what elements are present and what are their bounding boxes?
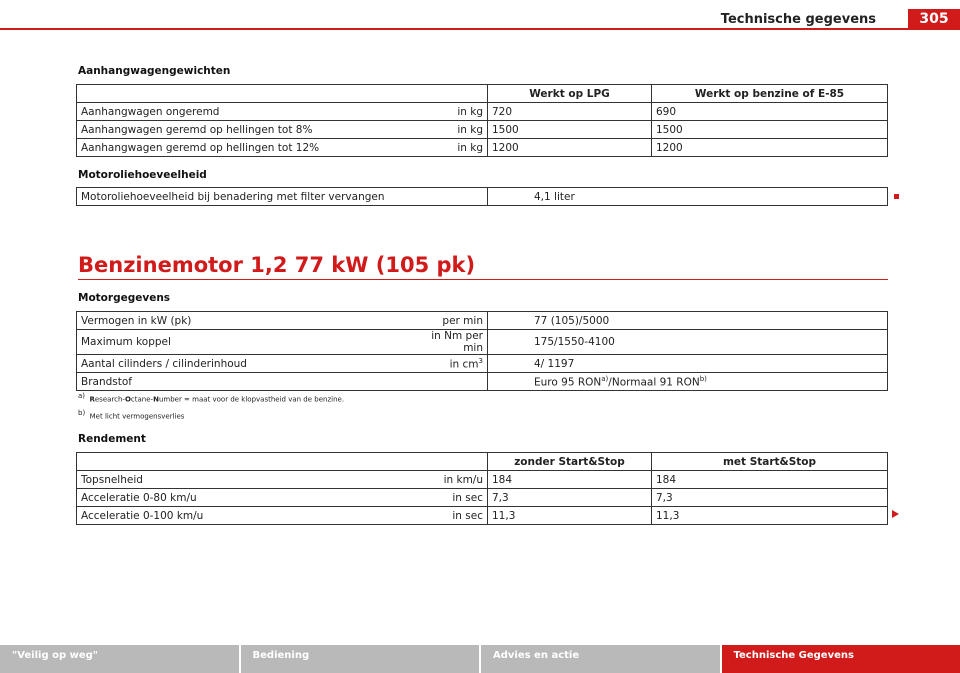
cell-value: 11,3 xyxy=(652,507,888,525)
fn-text: Met licht vermogensverlies xyxy=(89,412,185,421)
row-unit: in Nm per min xyxy=(409,330,488,355)
performance-table xyxy=(76,452,888,525)
row-unit: in kg xyxy=(409,121,488,139)
fuel-a: Euro 95 RON xyxy=(534,376,602,389)
row-label: Brandstof xyxy=(77,373,410,391)
row-unit: in kg xyxy=(409,139,488,157)
trailer-table xyxy=(76,84,888,157)
cell-value: 4/ 1197 xyxy=(488,355,888,373)
footer-nav xyxy=(0,645,960,673)
table-row xyxy=(77,139,888,157)
row-label: Topsnelheid xyxy=(77,471,410,489)
row-unit xyxy=(409,355,488,373)
column-header: Werkt op LPG xyxy=(488,85,652,103)
cell-value: 1500 xyxy=(488,121,652,139)
row-label: Motoroliehoeveelheid bij benadering met filter vervangen xyxy=(77,188,488,206)
page-number: 305 xyxy=(908,9,960,29)
row-unit: in kg xyxy=(409,103,488,121)
engine-title: Benzinemotor 1,2 77 kW (105 pk) xyxy=(78,253,476,277)
empty-header-cell xyxy=(77,453,488,471)
footnote-mark: b) xyxy=(78,409,86,417)
fn-text: umber = maat voor de klopvastheid van de benzine. xyxy=(158,395,345,404)
table-row xyxy=(77,489,888,507)
row-label: Acceleratie 0-80 km/u xyxy=(77,489,410,507)
cell-value: 1200 xyxy=(488,139,652,157)
column-header: zonder Start&Stop xyxy=(488,453,652,471)
fuel-b: /Normaal 91 RON xyxy=(608,376,700,389)
footnote-ref: a) xyxy=(601,374,609,383)
table-row xyxy=(77,507,888,525)
trailer-section-title: Aanhangwagengewichten xyxy=(78,65,231,77)
table-row xyxy=(77,330,888,355)
table-row xyxy=(77,188,888,206)
row-label: Aanhangwagen geremd op hellingen tot 8% xyxy=(77,121,410,139)
row-label: Vermogen in kW (pk) xyxy=(77,312,410,330)
table-row xyxy=(77,373,888,391)
table-row xyxy=(77,312,888,330)
cell-value: 4,1 liter xyxy=(488,188,888,206)
footnote xyxy=(78,392,344,403)
end-marker-icon xyxy=(894,194,899,199)
fn-bold: O xyxy=(124,395,131,404)
cell-value: 7,3 xyxy=(652,489,888,507)
row-unit xyxy=(409,373,488,391)
footer-tab-technische-gegevens[interactable]: Technische Gegevens xyxy=(722,645,960,673)
fn-bold: R xyxy=(89,395,95,404)
engine-table xyxy=(76,311,888,391)
footnote-mark: a) xyxy=(78,392,86,400)
cell-value: 77 (105)/5000 xyxy=(488,312,888,330)
row-label: Aantal cilinders / cilinderinhoud xyxy=(77,355,410,373)
footnote xyxy=(78,409,184,420)
header-rule xyxy=(0,28,960,30)
row-label: Maximum koppel xyxy=(77,330,410,355)
cell-value: 7,3 xyxy=(488,489,652,507)
table-row xyxy=(77,121,888,139)
continue-arrow-icon xyxy=(892,510,899,518)
footer-tab-veilig-op-weg[interactable]: "Veilig op weg" xyxy=(0,645,241,673)
row-unit: in km/u xyxy=(409,471,488,489)
row-unit: per min xyxy=(409,312,488,330)
table-row xyxy=(77,355,888,373)
cell-value xyxy=(488,373,888,391)
footer-tab-bediening[interactable]: Bediening xyxy=(241,645,482,673)
cell-value: 690 xyxy=(652,103,888,121)
table-row xyxy=(77,471,888,489)
oil-table xyxy=(76,187,888,206)
fn-bold: N xyxy=(153,395,159,404)
cell-value: 184 xyxy=(652,471,888,489)
cell-value: 1500 xyxy=(652,121,888,139)
footnote-ref: b) xyxy=(699,374,707,383)
cell-value: 720 xyxy=(488,103,652,121)
page-header-title: Technische gegevens xyxy=(720,12,876,27)
cell-value: 184 xyxy=(488,471,652,489)
column-header: met Start&Stop xyxy=(652,453,888,471)
row-label: Aanhangwagen ongeremd xyxy=(77,103,410,121)
performance-section-title: Rendement xyxy=(78,433,146,445)
engine-section-title: Motorgegevens xyxy=(78,292,171,304)
cell-value: 175/1550-4100 xyxy=(488,330,888,355)
unit-text: in cm xyxy=(449,358,479,371)
unit-superscript: 3 xyxy=(478,356,483,365)
fn-text: esearch- xyxy=(94,395,125,404)
empty-header-cell xyxy=(77,85,488,103)
table-header-row xyxy=(77,453,888,471)
row-label: Acceleratie 0-100 km/u xyxy=(77,507,410,525)
table-header-row xyxy=(77,85,888,103)
fn-text: ctane- xyxy=(130,395,154,404)
row-unit: in sec xyxy=(409,507,488,525)
row-label: Aanhangwagen geremd op hellingen tot 12% xyxy=(77,139,410,157)
footer-tab-advies-en-actie[interactable]: Advies en actie xyxy=(481,645,722,673)
cell-value: 11,3 xyxy=(488,507,652,525)
engine-title-rule xyxy=(78,279,888,280)
column-header: Werkt op benzine of E-85 xyxy=(652,85,888,103)
oil-section-title: Motoroliehoeveelheid xyxy=(78,169,207,181)
row-unit: in sec xyxy=(409,489,488,507)
cell-value: 1200 xyxy=(652,139,888,157)
table-row xyxy=(77,103,888,121)
